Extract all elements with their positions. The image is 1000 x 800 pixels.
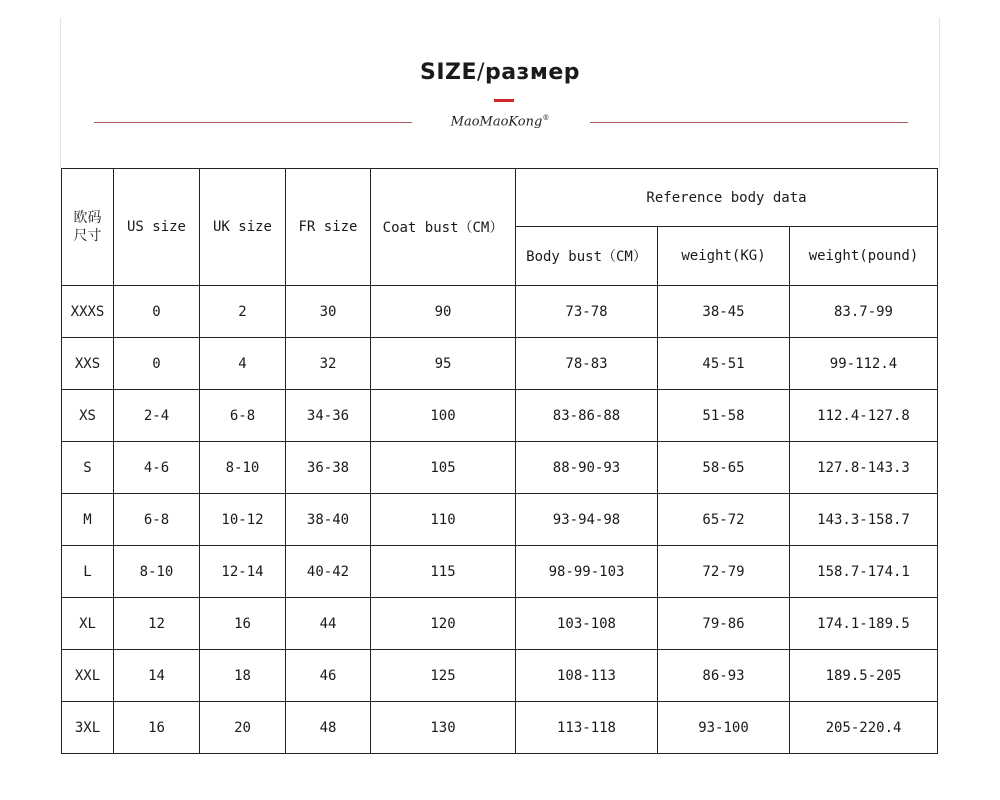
cell-size: XXXS — [62, 286, 114, 338]
cell-coat-bust: 110 — [371, 494, 516, 546]
brand-registered-mark: ® — [542, 114, 550, 122]
header-us-size: US size — [114, 169, 200, 286]
cell-uk-size: 2 — [200, 286, 286, 338]
cell-weight-kg: 51-58 — [658, 390, 790, 442]
header-coat-bust: Coat bust（CM） — [371, 169, 516, 286]
cell-uk-size: 6-8 — [200, 390, 286, 442]
cell-us-size: 0 — [114, 286, 200, 338]
cell-uk-size: 20 — [200, 702, 286, 754]
cell-weight-pound: 127.8-143.3 — [790, 442, 938, 494]
cell-body-bust: 93-94-98 — [516, 494, 658, 546]
table-row — [62, 286, 938, 338]
brand-name: MaoMaoKong — [450, 114, 543, 130]
page-title — [0, 60, 1000, 85]
cell-fr-size: 40-42 — [286, 546, 371, 598]
table-row — [62, 546, 938, 598]
cell-coat-bust: 130 — [371, 702, 516, 754]
cell-size: XL — [62, 598, 114, 650]
title-en: SIZE — [420, 60, 478, 85]
cell-fr-size: 32 — [286, 338, 371, 390]
cell-coat-bust: 120 — [371, 598, 516, 650]
cell-uk-size: 16 — [200, 598, 286, 650]
cell-body-bust: 98-99-103 — [516, 546, 658, 598]
brand-logo — [0, 114, 1000, 129]
header-size-label-line1: 欧码 — [73, 210, 102, 226]
cell-weight-pound: 189.5-205 — [790, 650, 938, 702]
cell-coat-bust: 100 — [371, 390, 516, 442]
cell-us-size: 4-6 — [114, 442, 200, 494]
cell-uk-size: 8-10 — [200, 442, 286, 494]
cell-body-bust: 113-118 — [516, 702, 658, 754]
cell-fr-size: 36-38 — [286, 442, 371, 494]
size-chart-table — [61, 168, 938, 754]
cell-weight-pound: 174.1-189.5 — [790, 598, 938, 650]
header-size-label-line2: 尺寸 — [73, 228, 102, 244]
cell-fr-size: 46 — [286, 650, 371, 702]
cell-weight-pound: 83.7-99 — [790, 286, 938, 338]
table-row — [62, 390, 938, 442]
table-row — [62, 702, 938, 754]
title-accent-dash — [494, 99, 514, 102]
cell-weight-kg: 45-51 — [658, 338, 790, 390]
cell-size: XS — [62, 390, 114, 442]
cell-body-bust: 78-83 — [516, 338, 658, 390]
cell-fr-size: 38-40 — [286, 494, 371, 546]
header-size-label — [62, 169, 114, 286]
cell-coat-bust: 125 — [371, 650, 516, 702]
cell-fr-size: 48 — [286, 702, 371, 754]
cell-body-bust: 108-113 — [516, 650, 658, 702]
title-separator: / — [477, 60, 485, 85]
cell-weight-kg: 79-86 — [658, 598, 790, 650]
header-weight-kg: weight(KG) — [658, 227, 790, 286]
cell-fr-size: 30 — [286, 286, 371, 338]
cell-size: XXS — [62, 338, 114, 390]
cell-coat-bust: 115 — [371, 546, 516, 598]
table-row — [62, 338, 938, 390]
cell-weight-kg: 93-100 — [658, 702, 790, 754]
table-row — [62, 442, 938, 494]
cell-fr-size: 44 — [286, 598, 371, 650]
cell-us-size: 8-10 — [114, 546, 200, 598]
cell-body-bust: 103-108 — [516, 598, 658, 650]
cell-uk-size: 12-14 — [200, 546, 286, 598]
cell-weight-kg: 72-79 — [658, 546, 790, 598]
cell-weight-kg: 86-93 — [658, 650, 790, 702]
cell-weight-kg: 58-65 — [658, 442, 790, 494]
cell-size: L — [62, 546, 114, 598]
cell-size: XXL — [62, 650, 114, 702]
cell-weight-pound: 158.7-174.1 — [790, 546, 938, 598]
header-uk-size: UK size — [200, 169, 286, 286]
header-row — [62, 169, 938, 227]
cell-weight-kg: 38-45 — [658, 286, 790, 338]
cell-coat-bust: 95 — [371, 338, 516, 390]
cell-us-size: 12 — [114, 598, 200, 650]
cell-uk-size: 4 — [200, 338, 286, 390]
cell-uk-size: 10-12 — [200, 494, 286, 546]
cell-coat-bust: 105 — [371, 442, 516, 494]
cell-us-size: 14 — [114, 650, 200, 702]
cell-body-bust: 73-78 — [516, 286, 658, 338]
cell-us-size: 2-4 — [114, 390, 200, 442]
table-row — [62, 494, 938, 546]
cell-coat-bust: 90 — [371, 286, 516, 338]
cell-body-bust: 83-86-88 — [516, 390, 658, 442]
table-row — [62, 598, 938, 650]
cell-size: 3XL — [62, 702, 114, 754]
cell-weight-pound: 205-220.4 — [790, 702, 938, 754]
header-reference-body-data: Reference body data — [516, 169, 938, 227]
cell-us-size: 16 — [114, 702, 200, 754]
cell-weight-pound: 99-112.4 — [790, 338, 938, 390]
table-row — [62, 650, 938, 702]
cell-size: M — [62, 494, 114, 546]
cell-us-size: 6-8 — [114, 494, 200, 546]
cell-body-bust: 88-90-93 — [516, 442, 658, 494]
cell-size: S — [62, 442, 114, 494]
cell-weight-kg: 65-72 — [658, 494, 790, 546]
cell-weight-pound: 143.3-158.7 — [790, 494, 938, 546]
cell-us-size: 0 — [114, 338, 200, 390]
cell-uk-size: 18 — [200, 650, 286, 702]
header-weight-pound: weight(pound) — [790, 227, 938, 286]
cell-fr-size: 34-36 — [286, 390, 371, 442]
title-ru: размер — [484, 60, 580, 85]
header-fr-size: FR size — [286, 169, 371, 286]
cell-weight-pound: 112.4-127.8 — [790, 390, 938, 442]
header-frame — [60, 18, 940, 168]
header-body-bust: Body bust（CM） — [516, 227, 658, 286]
